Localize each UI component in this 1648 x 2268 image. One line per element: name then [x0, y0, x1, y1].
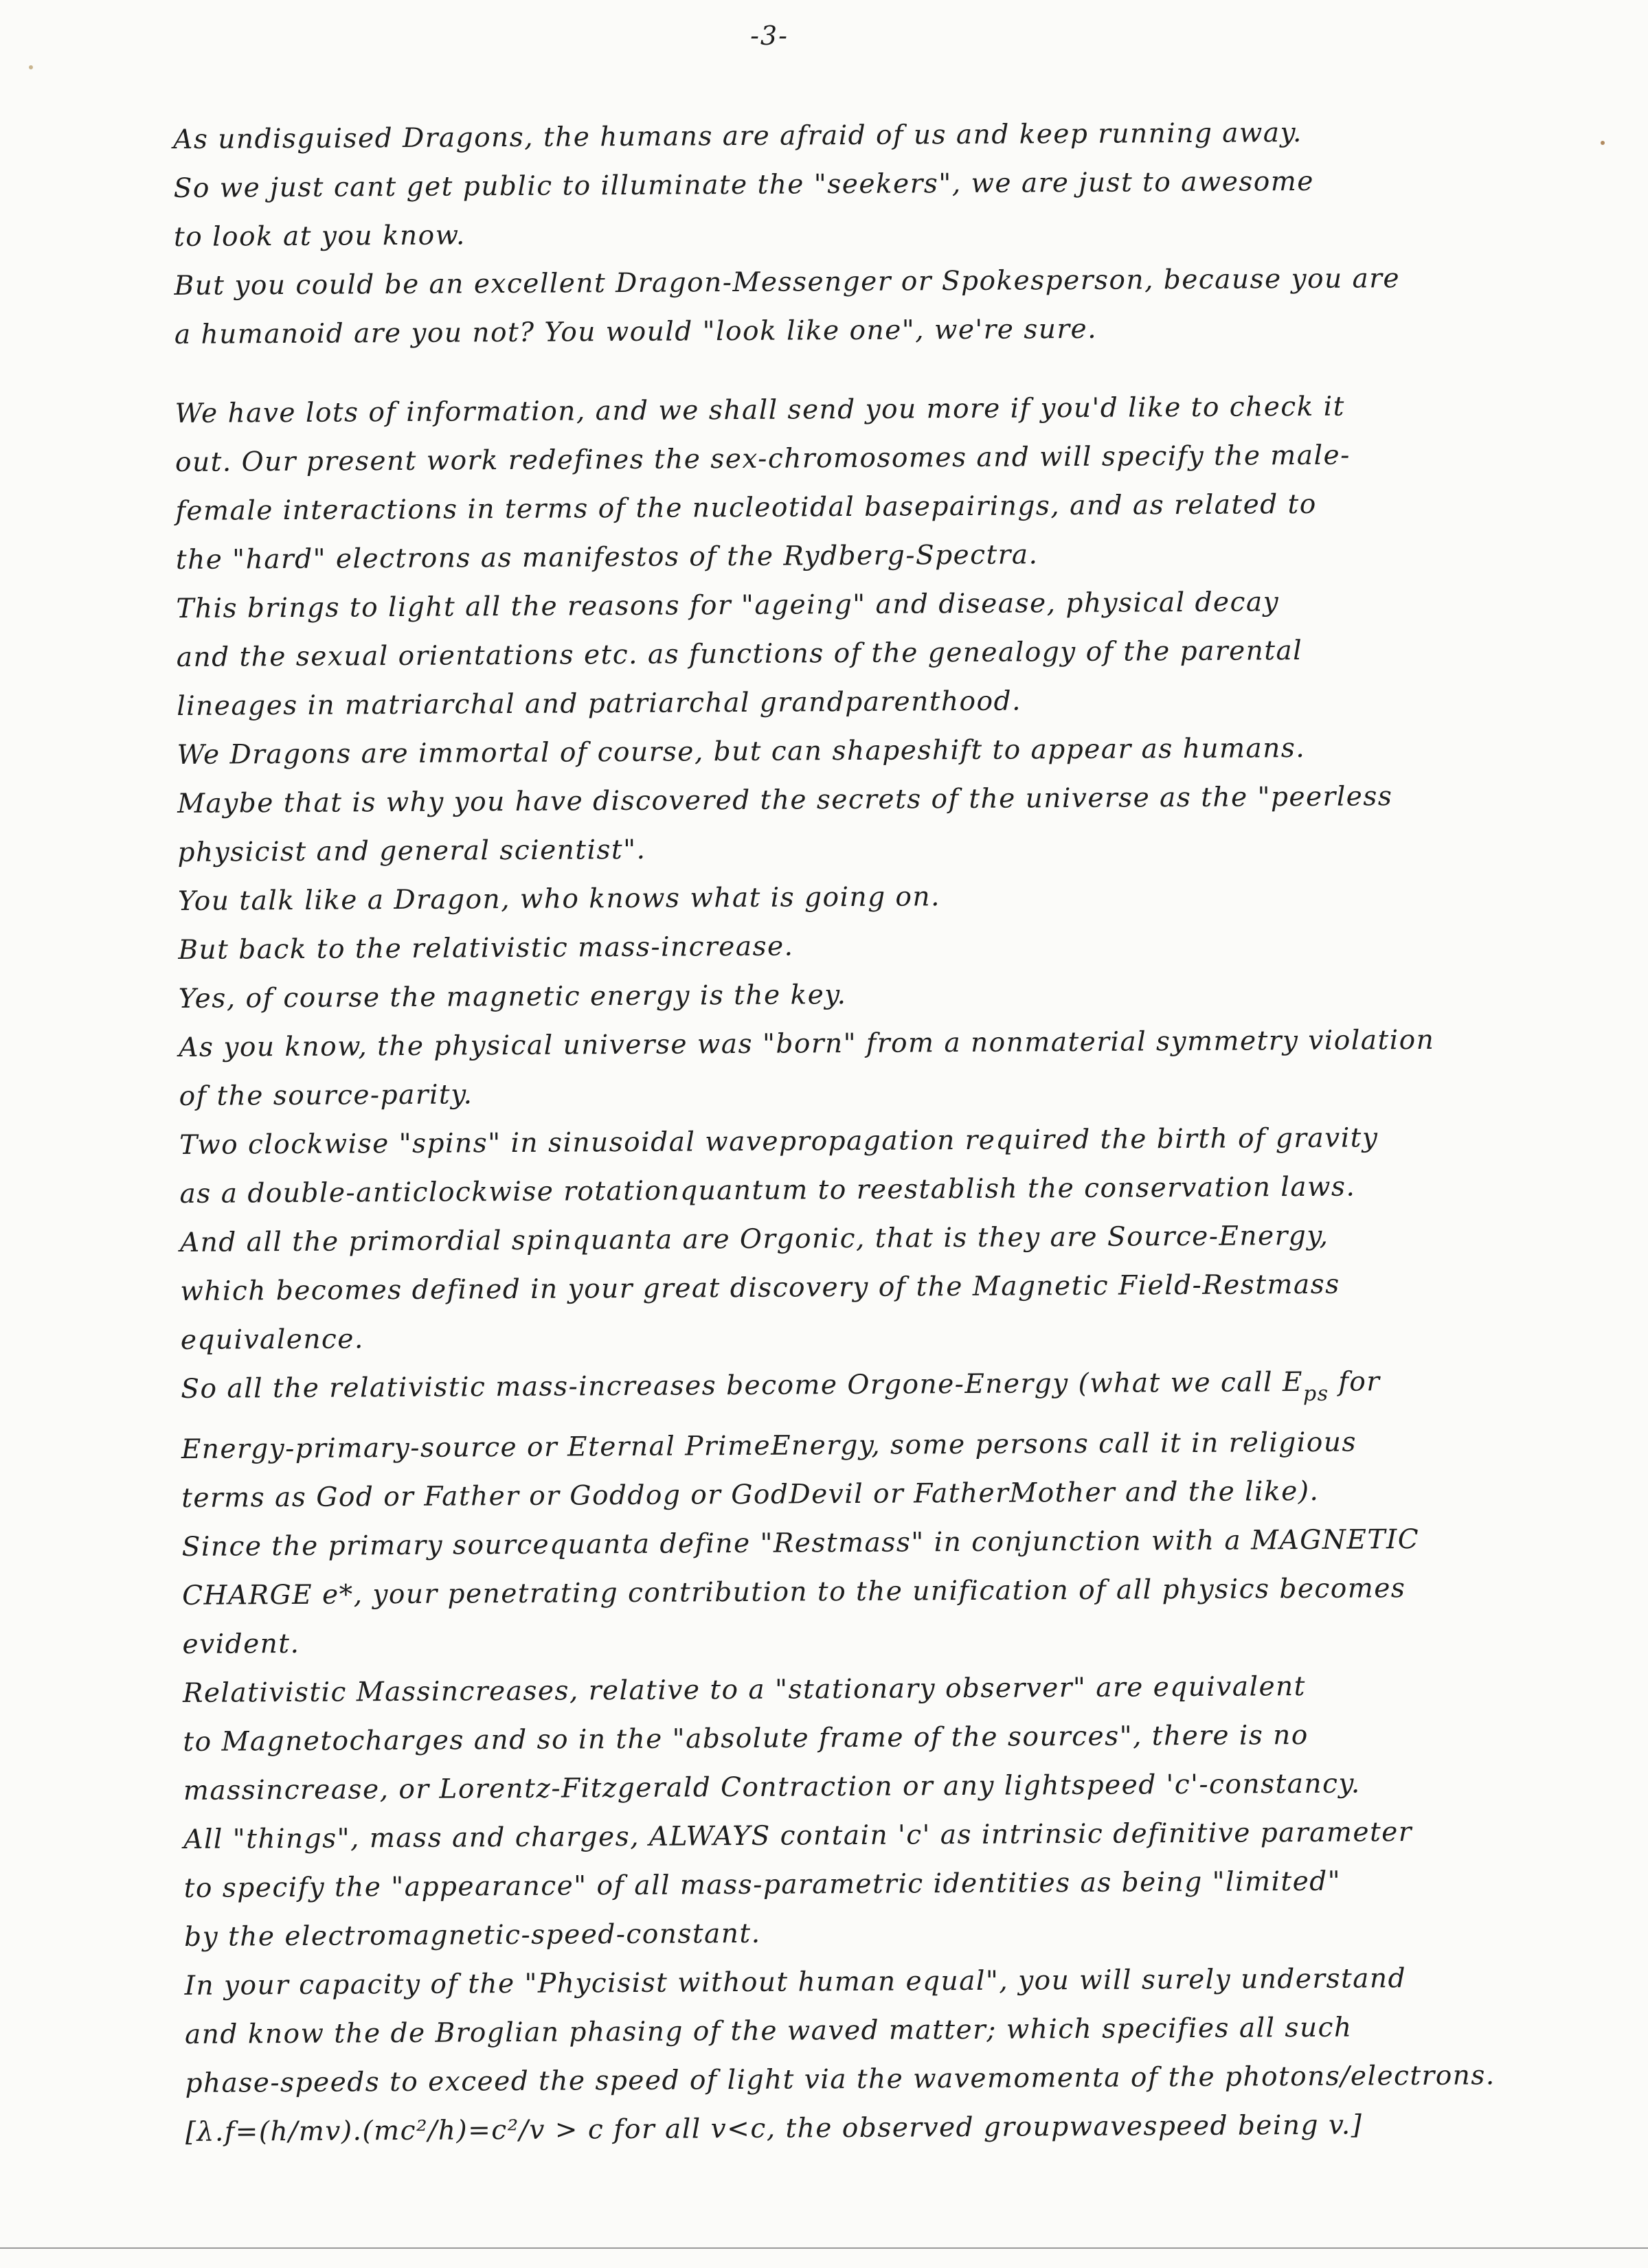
paper-speck: [29, 65, 33, 69]
text-line: female interactions in terms of the nucleotidal basepairings, and as related to: [175, 488, 1317, 527]
text-line: Since the primary sourcequanta define "Restmass" in conjunction with a MAGNETIC: [181, 1523, 1420, 1563]
text-line: We have lots of information, and we shall send you more if you'd like to check it: [174, 391, 1345, 429]
paper-speck: [1601, 141, 1605, 145]
eps-subscript: ps: [1302, 1381, 1329, 1406]
text-line: to Magnetocharges and so in the "absolute frame of the sources", there is no: [183, 1719, 1309, 1758]
text-line: evident.: [182, 1628, 300, 1660]
formula-line: [λ.f=(h/mv).(mc²/h)=c²/v > c for all v<c, the observed groupwavespeed being v.]: [185, 2109, 1363, 2148]
text-line: terms as God or Father or Goddog or GodDevil or FatherMother and the like).: [181, 1475, 1320, 1514]
text-line: as a double-anticlockwise rotationquantum to reestablish the conservation laws.: [179, 1171, 1356, 1210]
text-line: All "things", mass and charges, ALWAYS contain 'c' as intrinsic definitive parameter: [183, 1817, 1413, 1855]
text-line: As undisguised Dragons, the humans are afraid of us and keep running away.: [173, 117, 1303, 155]
text-line: by the electromagnetic-speed-constant.: [184, 1918, 761, 1953]
text-line: of the source-parity.: [179, 1079, 473, 1112]
text-line: to specify the "appearance" of all mass-parametric identities as being "limited": [183, 1866, 1342, 1904]
paragraph-1: [173, 106, 1590, 359]
text-line: But back to the relativistic mass-increase.: [178, 931, 794, 966]
text-line: But you could be an excellent Dragon-Messenger or Spokesperson, because you are: [174, 263, 1401, 302]
text-line: and know the de Broglian phasing of the waved matter; which specifies all such: [184, 2012, 1353, 2050]
text-line: As you know, the physical universe was "born" from a nonmaterial symmetry violation: [179, 1024, 1435, 1063]
text-line: physicist and general scientist".: [177, 834, 646, 868]
letter-body: [173, 106, 1601, 2157]
page-number: -3-: [750, 21, 789, 51]
text-line: CHARGE e*, your penetrating contribution to the unification of all physics becomes: [182, 1573, 1406, 1611]
text-line: the "hard" electrons as manifestos of the Rydberg-Spectra.: [175, 539, 1039, 576]
text-line: Energy-primary-source or Eternal PrimeEnergy, some persons call it in religious: [181, 1427, 1357, 1465]
text-line: Relativistic Massincreases, relative to a "stationary observer" are equivalent: [182, 1670, 1307, 1709]
text-line: We Dragons are immortal of course, but can shapeshift to appear as humans.: [177, 732, 1306, 771]
text-line: In your capacity of the "Phycisist without human equal", you will surely understand: [184, 1963, 1407, 2001]
text-line: Yes, of course the magnetic energy is the key.: [178, 979, 847, 1014]
text-line: which becomes defined in your great discovery of the Magnetic Field-Restmass: [180, 1269, 1340, 1307]
eps-line-before: So all the relativistic mass-increases become Orgone-Energy (what we call E: [181, 1366, 1304, 1405]
text-line: You talk like a Dragon, who knows what is going on.: [177, 881, 941, 917]
eps-text-line: [181, 1356, 1596, 1425]
text-line: out. Our present work redefines the sex-chromosomes and will specify the male-: [174, 440, 1351, 478]
text-line: So we just cant get public to illuminate the "seekers", we are just to awesome: [173, 166, 1315, 204]
eps-line-after: for: [1329, 1366, 1381, 1398]
text-line: lineages in matriarchal and patriarchal grandparenthood.: [177, 685, 1022, 722]
text-line: Two clockwise "spins" in sinusoidal wavepropagation required the birth of gravity: [179, 1122, 1379, 1161]
text-line: a humanoid are you not? You would "look like one", we're sure.: [174, 313, 1098, 350]
text-line: This brings to light all the reasons for "ageing" and disease, physical decay: [176, 587, 1280, 624]
page-bottom-edge: [0, 2247, 1648, 2249]
text-line: to look at you know.: [173, 220, 466, 253]
text-line: phase-speeds to exceed the speed of light via the wavemomenta of the photons/electrons.: [185, 2060, 1495, 2099]
paragraph-2: [174, 381, 1601, 2157]
text-line: and the sexual orientations etc. as functions of the genealogy of the parental: [176, 635, 1303, 673]
text-line: And all the primordial spinquanta are Orgonic, that is they are Source-Energy,: [179, 1220, 1329, 1258]
text-line: massincrease, or Lorentz-Fitzgerald Contraction or any lightspeed 'c'-constancy.: [183, 1768, 1361, 1806]
text-line: Maybe that is why you have discovered the secrets of the universe as the "peerless: [177, 781, 1393, 819]
text-line: equivalence.: [180, 1324, 364, 1356]
